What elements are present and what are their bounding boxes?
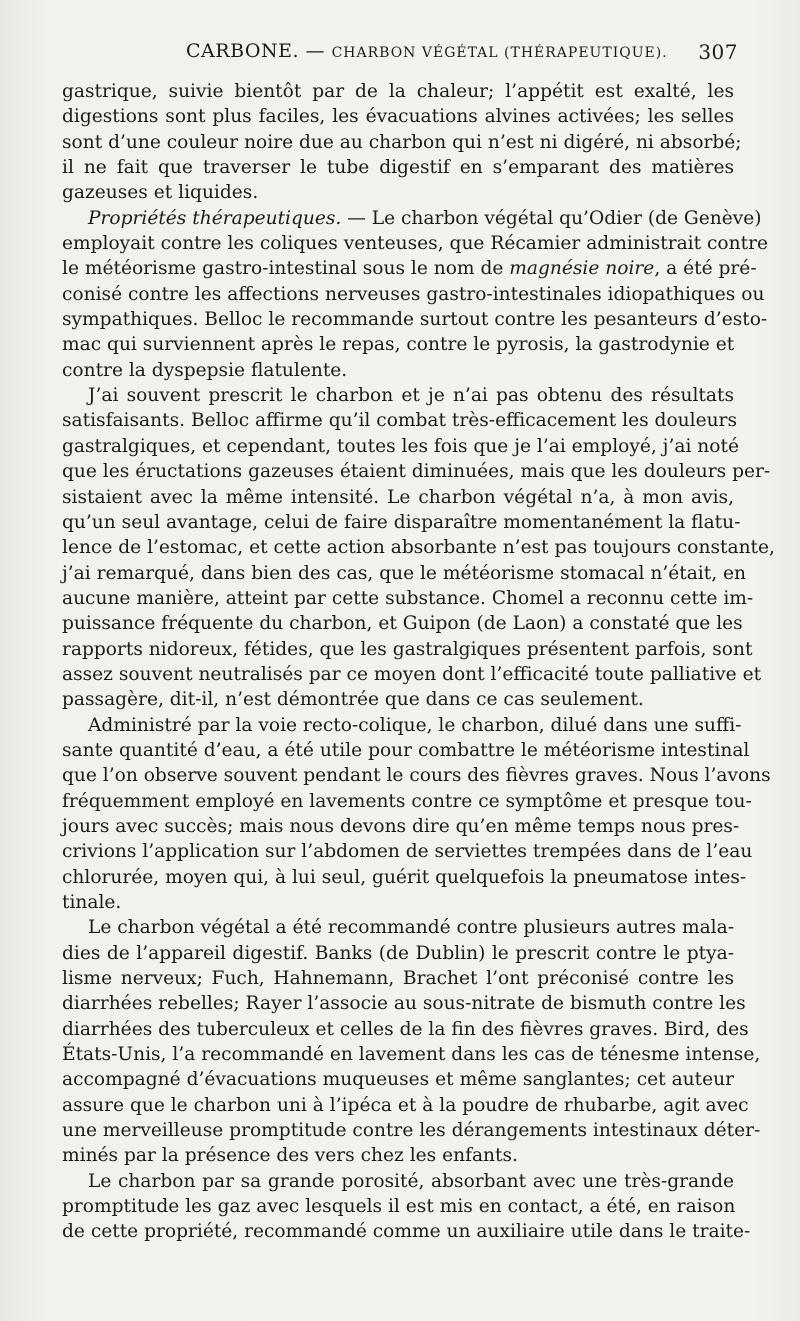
text-line: crivions l’application sur l’abdomen de serviettes trempées dans de l’eau — [62, 841, 753, 863]
text-line: gastrique, suivie bientôt par de la chaleur; l’appétit est exalté, les — [62, 81, 734, 102]
text-line: lence de l’estomac, et cette action absorbante n’est pas toujours constante, — [62, 537, 775, 559]
text-line: Administré par la voie recto-colique, le charbon, dilué dans une suffi- — [88, 714, 742, 736]
body-text — [62, 79, 775, 1245]
text-line: qu’un seul avantage, celui de faire disparaître momentanément la flatu- — [62, 511, 741, 533]
text-line: rapports nidoreux, fétides, que les gastralgiques présentent parfois, sont — [62, 638, 753, 660]
running-header — [68, 40, 738, 70]
text-line — [62, 206, 762, 231]
paragraph-1 — [62, 79, 742, 206]
text-line: sistaient avec la même intensité. Le charbon végétal n’a, à mon avis, — [62, 486, 734, 508]
text-line: États-Unis, l’a recommandé en lavement dans les cas de ténesme intense, — [62, 1044, 761, 1066]
text-line: fréquemment employé en lavements contre ce symptôme et presque tou- — [62, 790, 752, 812]
italic-term: magnésie noire — [509, 258, 655, 280]
text-line: que les éructations gazeuses étaient diminuées, mais que les douleurs per- — [62, 461, 771, 483]
text-line: diarrhées des tuberculeux et celles de la fin des fièvres graves. Bird, des — [62, 1018, 749, 1040]
paragraph-6 — [62, 1169, 751, 1245]
text-line: dies de l’appareil digestif. Banks (de Dublin) le prescrit contre le ptya- — [62, 942, 734, 964]
text-line: contre la dyspepsie flatulente. — [62, 359, 348, 381]
text-fragment: , a été pré- — [654, 258, 757, 280]
text-line: sympathiques. Belloc le recommande surtout contre les pesanteurs d’esto- — [62, 309, 768, 331]
text-line: chlorurée, moyen qui, à lui seul, guérit quelquefois la pneumatose intes- — [62, 866, 747, 888]
text-line: J’ai souvent prescrit le charbon et je n’ai pas obtenu des résultats — [88, 385, 734, 407]
page-number: 307 — [698, 40, 738, 64]
text-line: puissance fréquente du charbon, et Guipon (de Laon) a constaté que les — [62, 613, 743, 635]
text-line: conisé contre les affections nerveuses gastro-intestinales idiopathiques ou — [62, 283, 765, 305]
text-line: digestions sont plus faciles, les évacuations alvines activées; les selles — [62, 106, 734, 128]
header-title-sub: CHARBON VÉGÉTAL (THÉRAPEUTIQUE). — [331, 45, 668, 61]
text-line: sante quantité d’eau, a été utile pour combattre le météorisme intestinal — [62, 739, 750, 761]
text-line: assez souvent neutralisés par ce moyen dont l’efficacité toute palliative et — [62, 663, 762, 685]
text-line: assure que le charbon uni à l’ipéca et à la poudre de rhubarbe, agit avec — [62, 1094, 749, 1116]
text-line: j’ai remarqué, dans bien des cas, que le météorisme stomacal n’était, en — [62, 562, 747, 584]
text-line: aucune manière, atteint par cette substance. Chomel a reconnu cette im- — [62, 587, 754, 609]
text-line — [62, 256, 757, 281]
text-line: sont d’une couleur noire due au charbon qui n’est ni digéré, ni absorbé; — [62, 131, 742, 153]
paragraph-3 — [62, 383, 775, 712]
heading-continuation: — Le charbon végétal qu’Odier (de Genève) — [341, 207, 762, 229]
section-heading: Propriétés thérapeutiques. — [88, 207, 342, 229]
text-line: gazeuses et liquides. — [62, 182, 259, 204]
text-line: lisme nerveux; Fuch, Hahnemann, Brachet l’ont préconisé contre les — [62, 968, 734, 990]
text-line: diarrhées rebelles; Rayer l’associe au sous-nitrate de bismuth contre les — [62, 993, 746, 1015]
text-line: Le charbon par sa grande porosité, absorbant avec une très-grande — [88, 1170, 734, 1192]
text-line: accompagné d’évacuations muqueuses et même sanglantes; cet auteur — [62, 1069, 734, 1091]
text-line: minés par la présence des vers chez les enfants. — [62, 1145, 518, 1167]
text-line: Le charbon végétal a été recommandé contre plusieurs autres mala- — [88, 917, 734, 939]
text-line: promptitude les gaz avec lesquels il est mis en contact, a été, en raison — [62, 1196, 736, 1218]
header-title-main: CARBONE. — — [186, 40, 326, 62]
text-line: satisfaisants. Belloc affirme qu’il combat très-efficacement les douleurs — [62, 410, 737, 432]
text-fragment: le météorisme gastro-intestinal sous le nom de — [62, 258, 510, 280]
text-line: il ne fait que traverser le tube digestif en s’emparant des matières — [62, 157, 734, 179]
text-line: employait contre les coliques venteuses, que Récamier administrait contre — [62, 233, 768, 255]
paragraph-4 — [62, 713, 771, 916]
text-line: jours avec succès; mais nous devons dire qu’en même temps nous pres- — [62, 815, 740, 837]
header-title — [186, 40, 668, 62]
text-line: tinale. — [62, 892, 122, 913]
text-line: gastralgiques, et cependant, toutes les fois que je l’ai employé, j’ai noté — [62, 435, 739, 457]
paragraph-5 — [62, 915, 761, 1168]
text-line: de cette propriété, recommandé comme un auxiliaire utile dans le traite- — [62, 1221, 751, 1243]
text-line: passagère, dit-il, n’est démontrée que dans ce cas seulement. — [62, 689, 644, 711]
text-line: mac qui surviennent après le repas, contre le pyrosis, la gastrodynie et — [62, 334, 735, 356]
paragraph-2 — [62, 206, 768, 383]
text-line: une merveilleuse promptitude contre les dérangements intestinaux déter- — [62, 1120, 761, 1142]
text-line: que l’on observe souvent pendant le cours des fièvres graves. Nous l’avons — [62, 765, 771, 787]
